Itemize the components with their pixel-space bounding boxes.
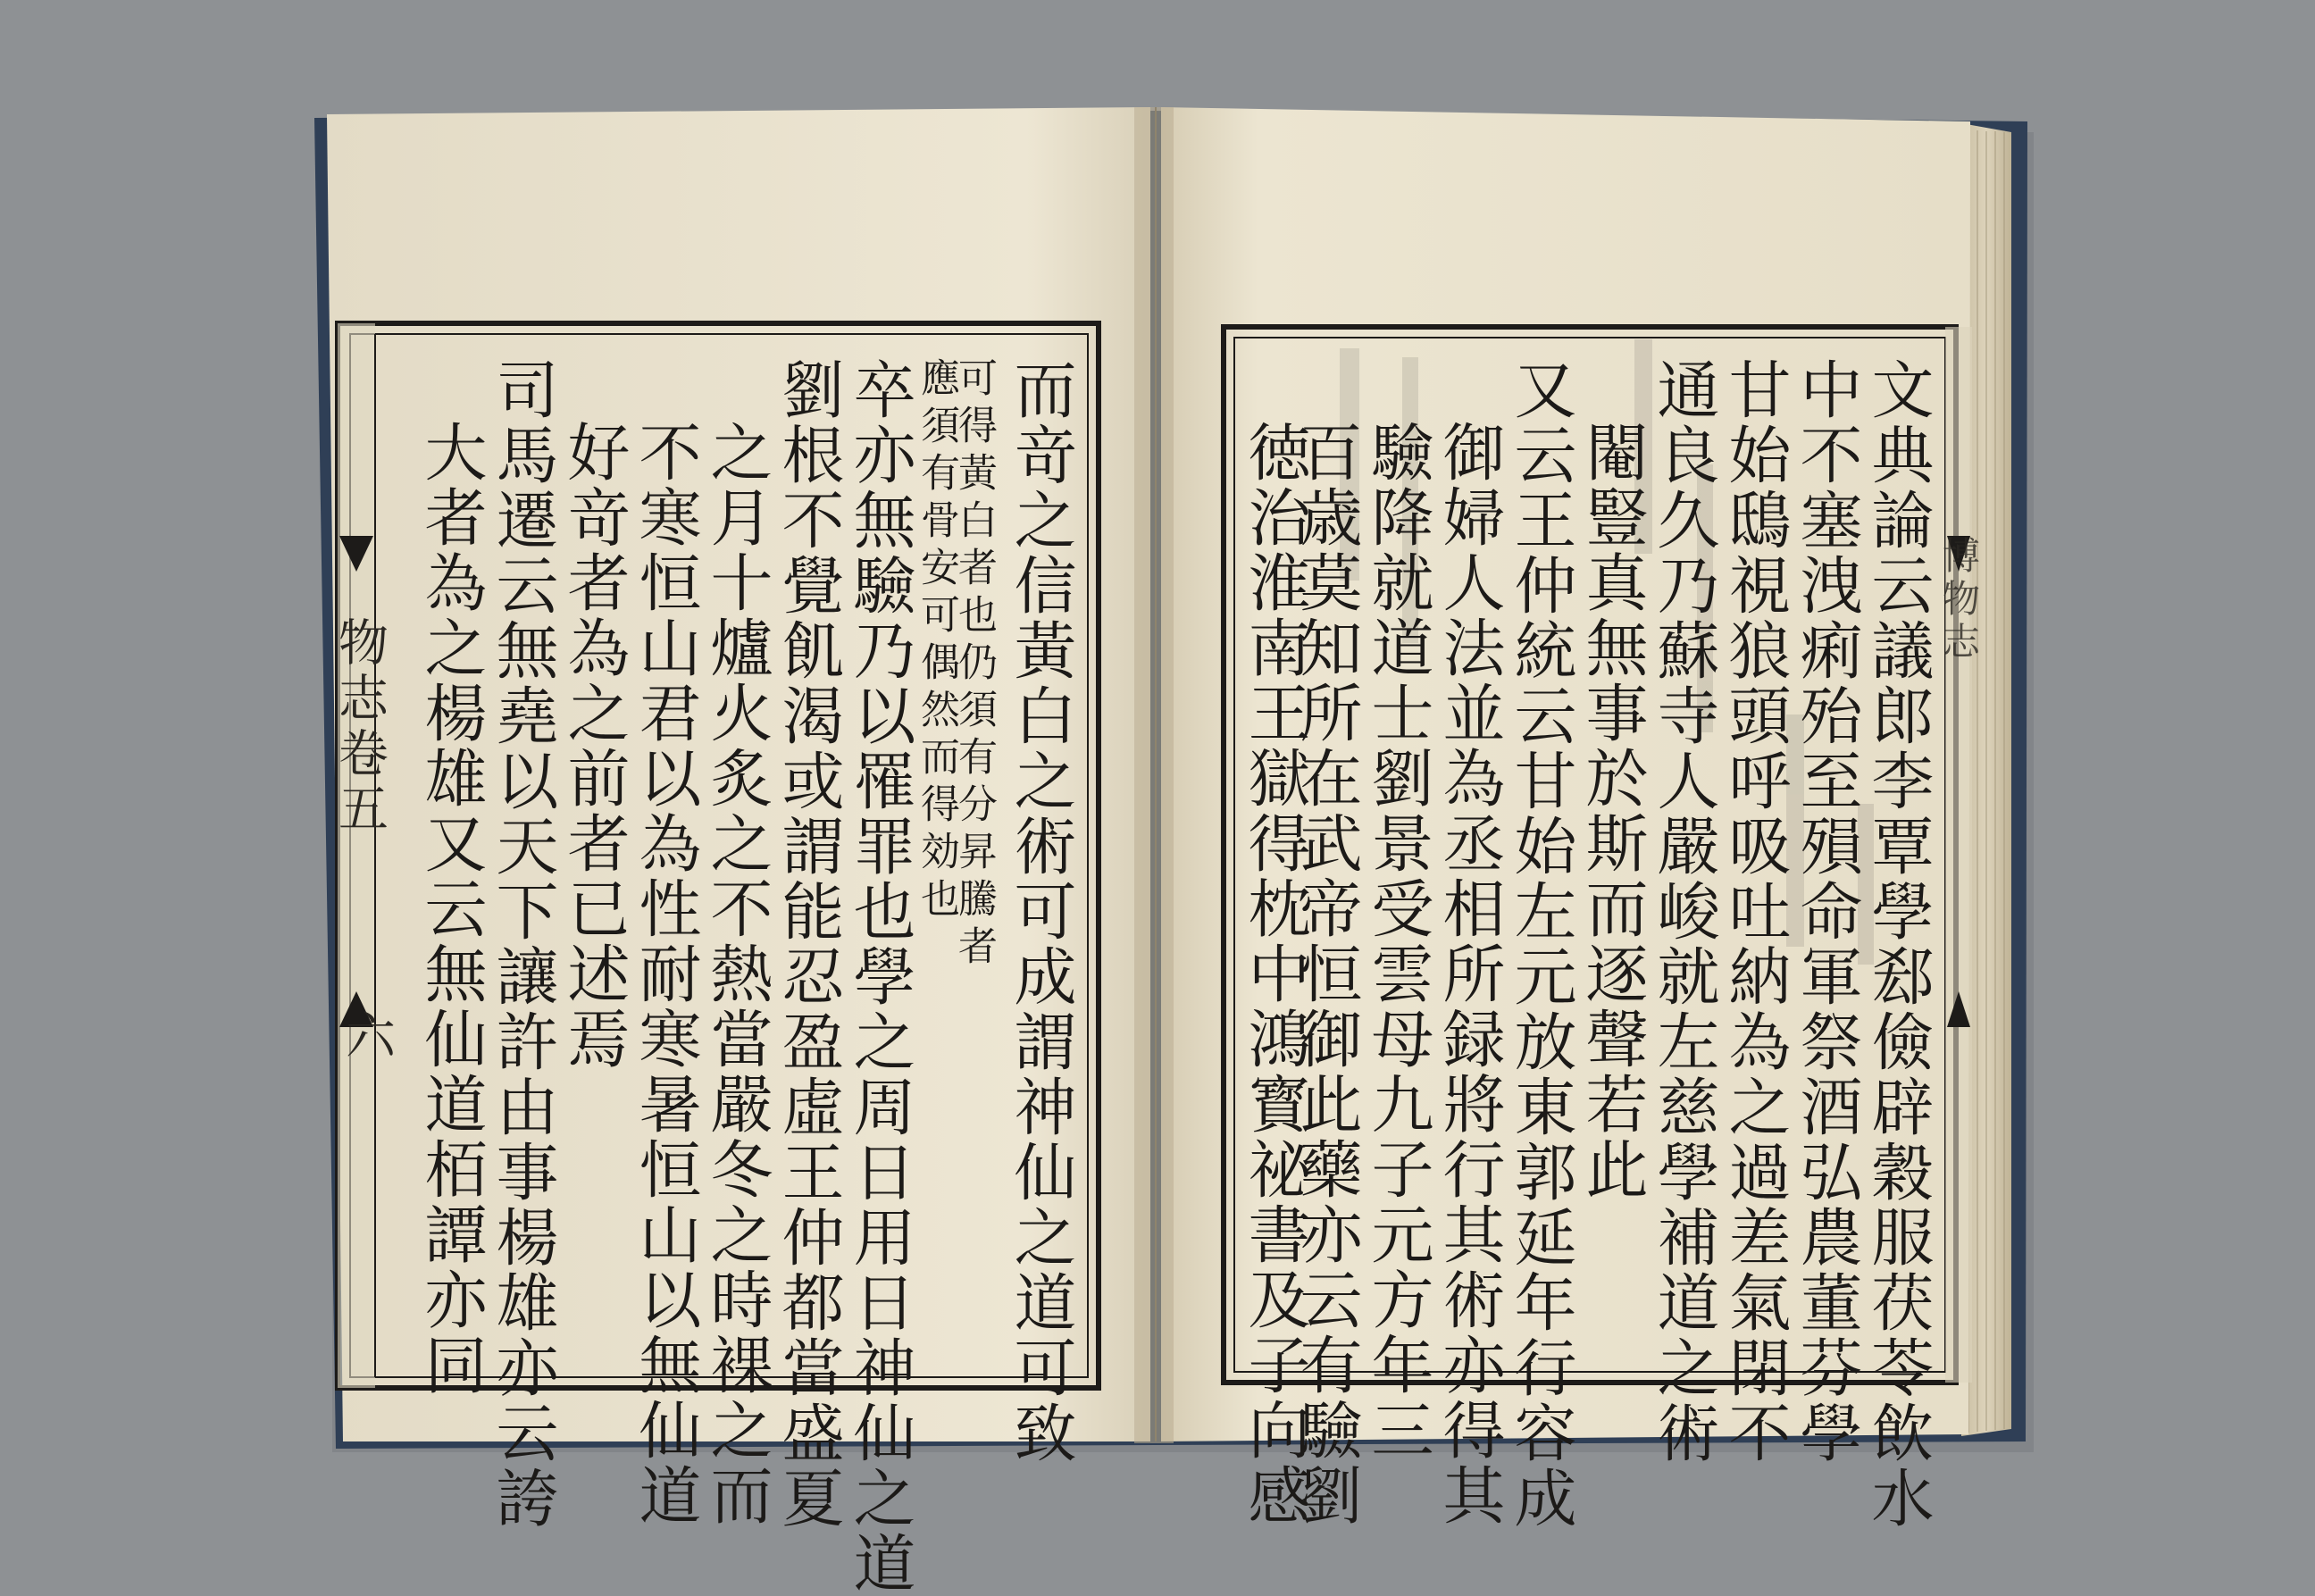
left-col-10: 大者為之楊雄又云無仙道栢譚亦同 <box>414 420 488 1398</box>
right-col-2: 中不塞洩痢殆至殞命軍祭酒弘農董芬學 <box>1790 357 1863 1466</box>
left-col-2: 可得黃白者也仍須有分昇騰者 <box>951 357 997 973</box>
left-col-6: 之月十爐火炙之不熱當嚴冬之時裸之而 <box>700 420 773 1528</box>
left-col-8: 好竒者為之前者已述焉 <box>557 420 631 1072</box>
right-col-9: 百歳莫知所在武帝恒御此藥亦云有驗劉 <box>1290 420 1363 1528</box>
right-col-7: 御婦人法並為丞相所録將行其術亦得其 <box>1433 420 1506 1528</box>
right-col-5: 閹豎真無事於斯而逐聲若此 <box>1575 420 1649 1202</box>
left-col-9: 司馬遷云無堯以天下讓許由事楊雄亦云誇 <box>486 357 559 1531</box>
right-margin-label: 博物志 <box>1937 536 1981 664</box>
right-col-1: 文典論云議郎李覃學郄儉辟穀服茯苓飲水 <box>1861 357 1935 1531</box>
right-col-3: 甘始鴟視狼頭呼吸吐納為之過差氣閉不 <box>1718 357 1792 1466</box>
left-margin-strip <box>338 323 375 1388</box>
left-col-5: 劉根不覺飢渴或謂能忍盈虛王仲都當盛夏 <box>772 357 845 1531</box>
left-margin-label: 物志卷五 <box>330 616 389 838</box>
left-folio: 六 <box>338 1009 396 1065</box>
left-col-7: 不寒恒山君以為性耐寒暑恒山以無仙道 <box>629 420 702 1528</box>
left-col-4: 卒亦無驗乃以罹罪也學之周日用日神仙之道 <box>843 357 916 1596</box>
right-margin-strip <box>1945 327 1972 1383</box>
right-col-4: 通良久乃蘇寺人嚴峻就左慈學補道之術 <box>1647 357 1720 1466</box>
right-col-10: 徳治淮南王獄得枕中鴻寳祕書及子向感 <box>1238 420 1311 1528</box>
right-col-6: 又云王仲統云甘始左元放東郭延年行容成 <box>1504 357 1577 1531</box>
left-col-3: 應須有骨安可偶然而得効也 <box>914 357 959 925</box>
left-col-1: 而竒之信黃白之術可成謂神仙之道可致 <box>1004 357 1077 1466</box>
right-col-8: 驗降就道士劉景受雲母九子元方年三 <box>1361 420 1434 1463</box>
gutter <box>1134 107 1174 1443</box>
